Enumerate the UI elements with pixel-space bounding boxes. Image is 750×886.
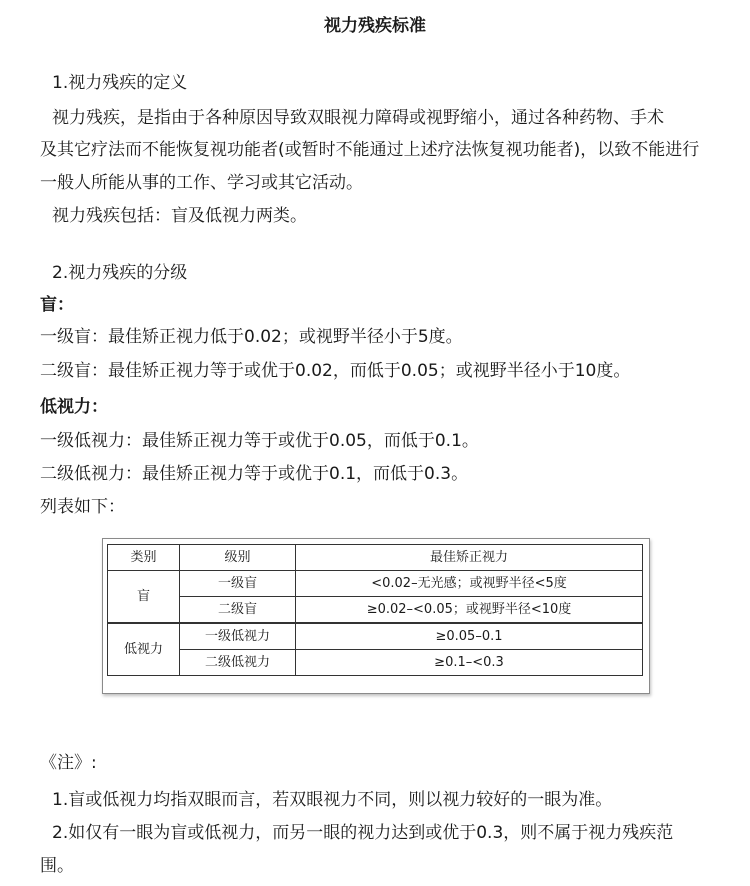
table-cell-category-low-vision: 低视力 (108, 623, 180, 676)
blind-level-1-line: 一级盲：最佳矫正视力低于0.02；或视野半径小于5度。 (40, 327, 463, 347)
blind-level-2-line: 二级盲：最佳矫正视力等于或优于0.02，而低于0.05；或视野半径小于10度。 (40, 361, 631, 381)
low-vision-level-1-line: 一级低视力：最佳矫正视力等于或优于0.05，而低于0.1。 (40, 431, 479, 451)
note-2-line-1: 2.如仅有一眼为盲或低视力，而另一眼的视力达到或优于0.3，则不属于视力残疾范 (52, 823, 674, 843)
table-cell-vision: ≥0.1–<0.3 (296, 650, 643, 676)
note-2-line-2: 围。 (40, 856, 74, 876)
definition-line-1: 视力残疾，是指由于各种原因导致双眼视力障碍或视野缩小，通过各种药物、手术 (52, 108, 664, 128)
table-cell-vision: ≥0.02–<0.05；或视野半径<10度 (296, 597, 643, 624)
table-cell-level: 一级低视力 (180, 623, 296, 650)
table-row (108, 571, 643, 597)
notes-heading: 《注》: (40, 753, 97, 773)
blind-heading: 盲： (40, 295, 74, 315)
table-header-level: 级别 (180, 545, 296, 571)
table-header-vision: 最佳矫正视力 (296, 545, 643, 571)
list-intro: 列表如下： (40, 497, 125, 517)
definition-line-2: 及其它疗法而不能恢复视功能者(或暂时不能通过上述疗法恢复视功能者)，以致不能进行 (40, 140, 700, 160)
low-vision-heading: 低视力： (40, 397, 108, 417)
table-header-row (108, 545, 643, 571)
table-row (108, 623, 643, 650)
table-header-category: 类别 (108, 545, 180, 571)
table-cell-level: 二级低视力 (180, 650, 296, 676)
section1-heading: 1.视力残疾的定义 (52, 73, 188, 93)
table-row (108, 597, 643, 624)
section2-heading: 2.视力残疾的分级 (52, 263, 188, 283)
page-title: 视力残疾标准 (324, 16, 426, 36)
table-cell-vision: <0.02–无光感；或视野半径<5度 (296, 571, 643, 597)
definition-line-3: 一般人所能从事的工作、学习或其它活动。 (40, 173, 363, 193)
table-cell-vision: ≥0.05–0.1 (296, 623, 643, 650)
low-vision-level-2-line: 二级低视力：最佳矫正视力等于或优于0.1，而低于0.3。 (40, 464, 469, 484)
includes-line: 视力残疾包括：盲及低视力两类。 (52, 206, 307, 226)
table-cell-level: 一级盲 (180, 571, 296, 597)
classification-table (107, 544, 643, 676)
table-row (108, 650, 643, 676)
table-cell-level: 二级盲 (180, 597, 296, 624)
table-cell-category-blind: 盲 (108, 571, 180, 624)
note-1: 1.盲或低视力均指双眼而言，若双眼视力不同，则以视力较好的一眼为准。 (52, 790, 613, 810)
classification-table-frame (102, 538, 650, 694)
